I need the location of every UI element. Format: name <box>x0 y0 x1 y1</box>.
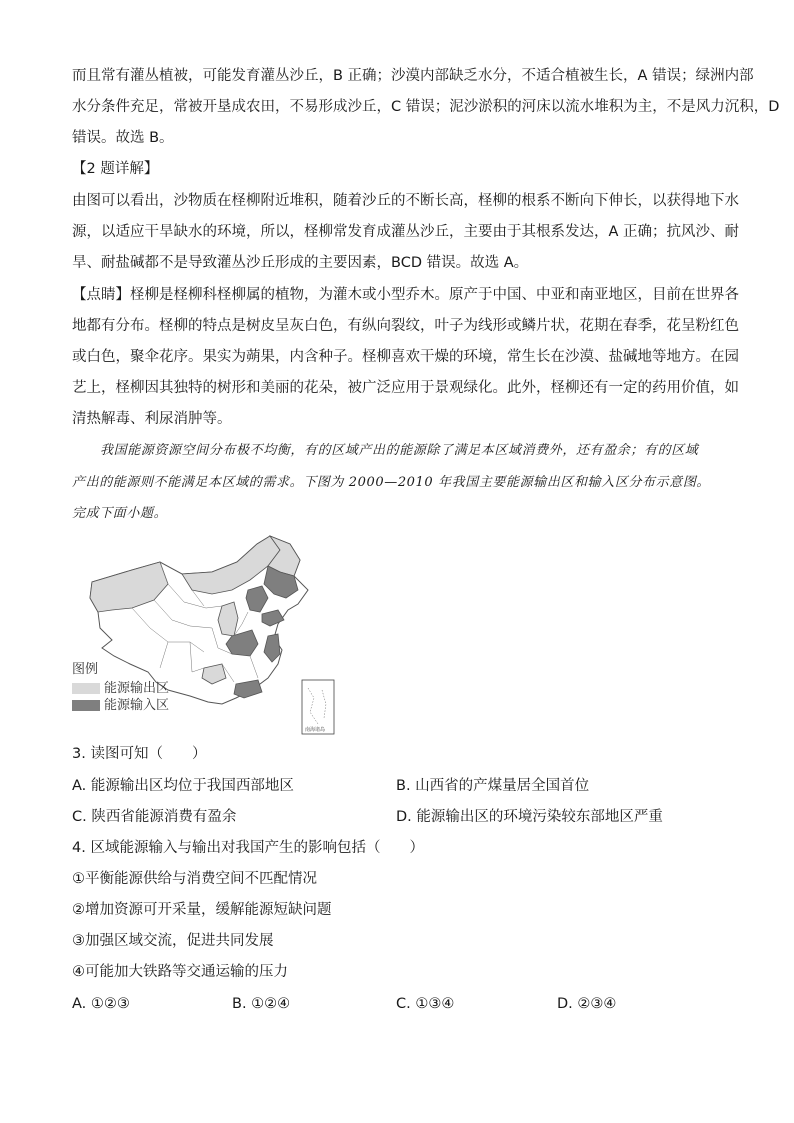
analysis1-line-1: 而且常有灌丛植被，可能发育灌丛沙丘，B 正确；沙漠内部缺乏水分，不适合植被生长，A 错误；绿洲内部 <box>72 68 754 84</box>
tips-line-3: 或白色，聚伞花序。果实为蒴果，内含种子。柽柳喜欢干燥的环境，常生长在沙漠、盐碱地等地方。在园 <box>72 349 739 365</box>
q4-option-b[interactable]: B. ①②④ <box>232 996 291 1012</box>
analysis1-line-2: 水分条件充足，常被开垦成农田，不易形成沙丘，C 错误；泥沙淤积的河床以流水堆积为主，不是风力沉积，D <box>72 99 780 115</box>
q4-item-1: ①平衡能源供给与消费空间不匹配情况 <box>72 871 317 887</box>
analysis2-line-1: 由图可以看出，沙物质在柽柳附近堆积，随着沙丘的不断长高，柽柳的根系不断向下伸长，以获得地下水 <box>72 193 739 209</box>
q3-option-c[interactable]: C. 陕西省能源消费有盈余 <box>72 809 237 825</box>
south-china-sea-inset <box>302 680 334 734</box>
q4-item-2: ②增加资源可开采量，缓解能源短缺问题 <box>72 902 332 918</box>
q3-option-d[interactable]: D. 能源输出区的环境污染较东部地区严重 <box>396 809 663 825</box>
analysis1-line-3: 错误。故选 B。 <box>72 130 174 146</box>
q2-heading: 【2 题详解】 <box>72 161 159 177</box>
q4-option-c[interactable]: C. ①③④ <box>396 996 455 1012</box>
q4-option-d[interactable]: D. ②③④ <box>557 996 617 1012</box>
tips-line-4: 艺上，柽柳因其独特的树形和美丽的花朵，被广泛应用于景观绿化。此外，柽柳还有一定的药用价值，如 <box>72 380 739 396</box>
legend-label-import: 能源输入区 <box>104 698 170 713</box>
q3-stem: 3. 读图可知（ ） <box>72 746 207 762</box>
analysis2-line-2: 源，以适应干旱缺水的环境，所以，柽柳常发育成灌丛沙丘，主要由于其根系发达，A 正确；抗风沙、耐 <box>72 224 740 240</box>
passage-line-2: 产出的能源则不能满足本区域的需求。下图为 2000—2010 年我国主要能源输出区和输入区分布示意图。 <box>72 475 711 490</box>
passage-line-3: 完成下面小题。 <box>72 506 168 521</box>
legend-swatch-import <box>72 700 100 711</box>
q4-item-4: ④可能加大铁路等交通运输的压力 <box>72 964 288 980</box>
tips-line-1: 【点睛】柽柳是柽柳科柽柳属的植物，为灌木或小型乔木。原产于中国、中亚和南亚地区，目前在世界各 <box>72 287 739 303</box>
legend-title: 图例 <box>72 662 99 677</box>
q4-stem: 4. 区域能源输入与输出对我国产生的影响包括（ ） <box>72 840 424 856</box>
legend-swatch-export <box>72 683 100 694</box>
passage-line-1: 我国能源资源空间分布极不均衡，有的区域产出的能源除了满足本区域消费外，还有盈余；有的区域 <box>100 443 699 458</box>
tips-line-2: 地都有分布。柽柳的特点是树皮呈灰白色，有纵向裂纹，叶子为线形或鳞片状，花期在春季，花呈粉红色 <box>72 318 739 334</box>
q3-option-b[interactable]: B. 山西省的产煤量居全国首位 <box>396 778 590 794</box>
legend-label-export: 能源输出区 <box>104 681 170 696</box>
inset-label: 南海诸岛 <box>305 727 326 733</box>
q4-item-3: ③加强区域交流，促进共同发展 <box>72 933 274 949</box>
q3-option-a[interactable]: A. 能源输出区均位于我国西部地区 <box>72 778 294 794</box>
q4-option-a[interactable]: A. ①②③ <box>72 996 130 1012</box>
tips-line-5: 清热解毒、利尿消肿等。 <box>72 411 232 427</box>
analysis2-line-3: 旱、耐盐碱都不是导致灌丛沙丘形成的主要因素，BCD 错误。故选 A。 <box>72 255 529 271</box>
